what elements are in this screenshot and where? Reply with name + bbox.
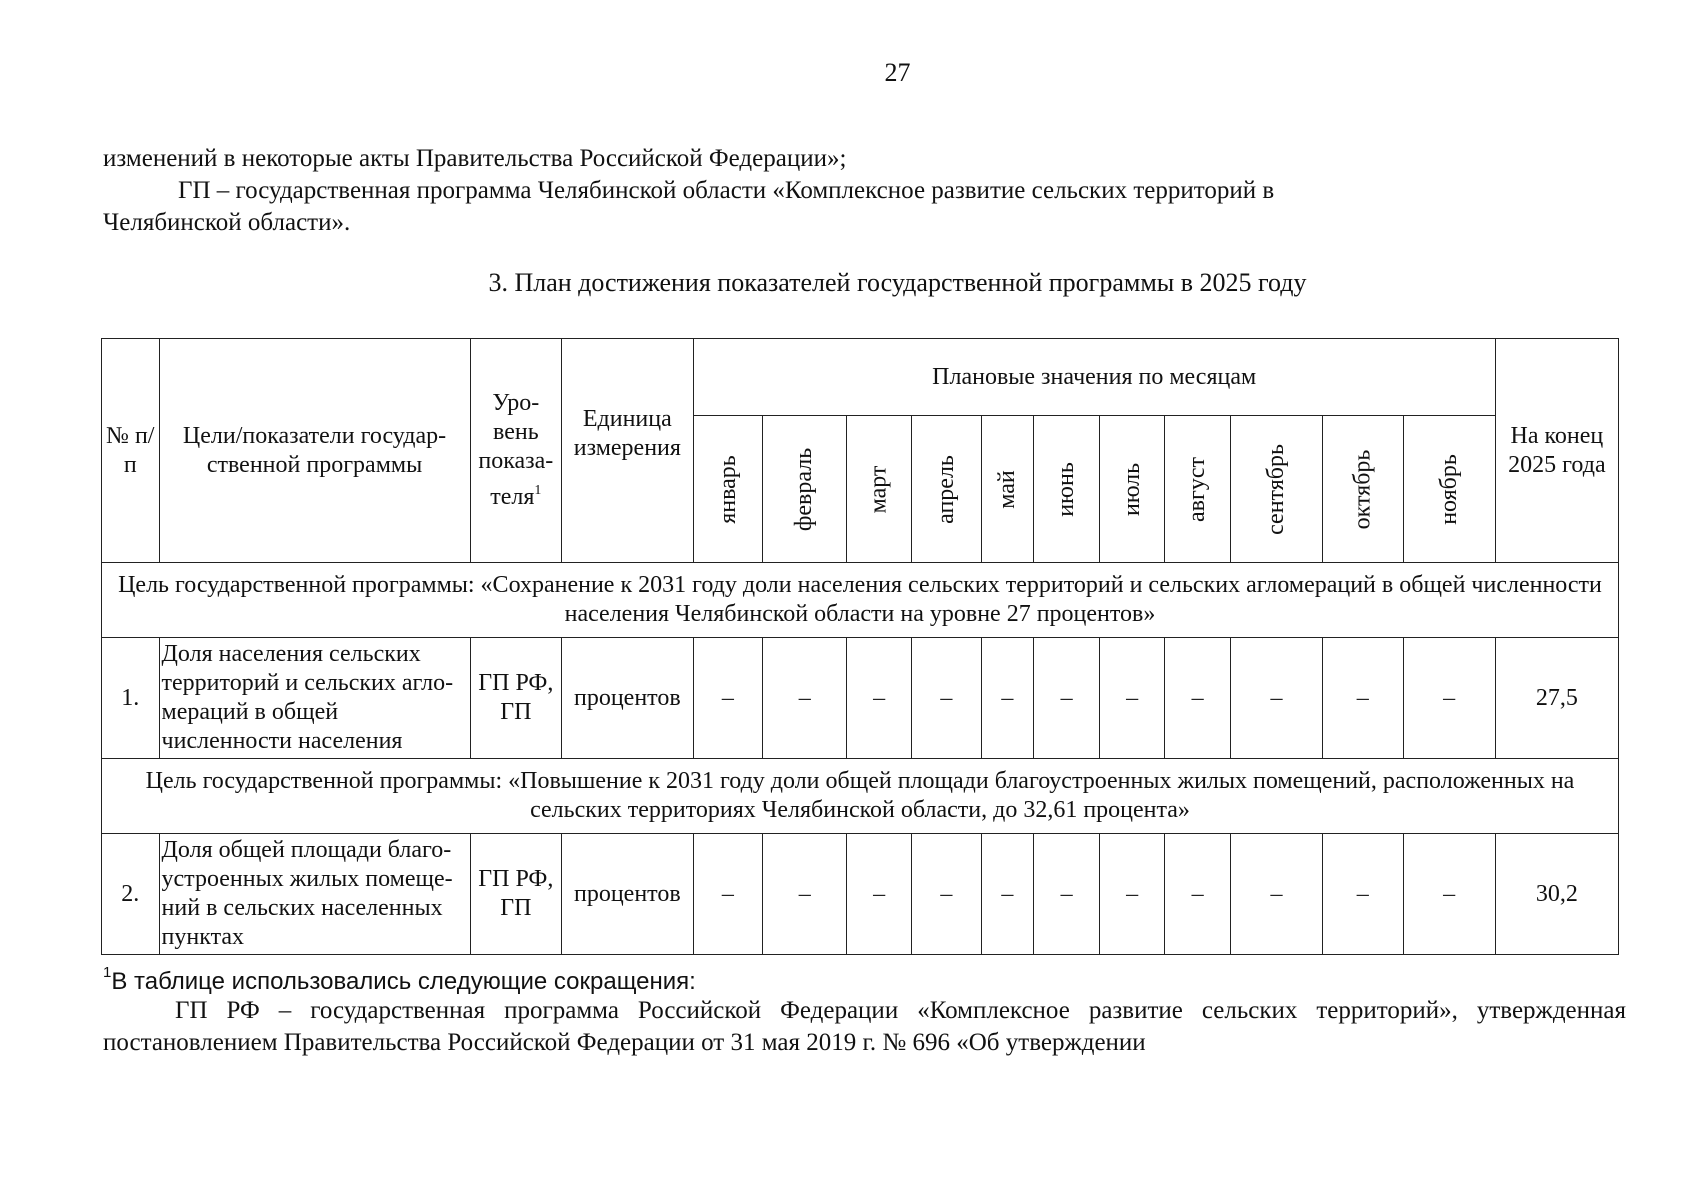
intro-paragraph bbox=[103, 175, 1626, 239]
month-value: – bbox=[847, 834, 912, 955]
month-value: – bbox=[693, 834, 763, 955]
header-month bbox=[1322, 416, 1403, 563]
month-value: – bbox=[1322, 834, 1403, 955]
goal-row-1 bbox=[102, 563, 1619, 638]
header-month bbox=[1034, 416, 1100, 563]
header-month bbox=[847, 416, 912, 563]
header-level-text: Уро-вень показа-теля bbox=[478, 390, 554, 510]
month-label: июль bbox=[1118, 462, 1145, 516]
month-label: май bbox=[993, 469, 1020, 509]
month-value: – bbox=[911, 638, 981, 759]
month-value: – bbox=[1403, 834, 1495, 955]
header-month bbox=[1231, 416, 1323, 563]
month-value: – bbox=[1322, 638, 1403, 759]
row-end-value: 30,2 bbox=[1495, 834, 1618, 955]
indicators-plan-table bbox=[101, 338, 1619, 955]
header-month bbox=[763, 416, 847, 563]
row-level: ГП РФ, ГП bbox=[470, 638, 562, 759]
month-label: июнь bbox=[1053, 461, 1080, 517]
row-unit: процентов bbox=[562, 834, 693, 955]
month-value: – bbox=[981, 638, 1033, 759]
month-label: октябрь bbox=[1349, 449, 1376, 529]
header-month bbox=[981, 416, 1033, 563]
month-label: ноябрь bbox=[1435, 453, 1462, 525]
footnote-line-2: ГП РФ – государственная программа Российской Федерации «Комплексное развитие сельских территорий», утвержденная постановлением Правительства Российской Федерации от 31 мая 2019 г. № 696 «Об утверждении bbox=[103, 997, 1626, 1056]
row-num: 2. bbox=[102, 834, 160, 955]
month-value: – bbox=[981, 834, 1033, 955]
month-value: – bbox=[1034, 638, 1100, 759]
footnote-text: В таблице использовались следующие сокращения: bbox=[111, 968, 696, 995]
table-header-row bbox=[102, 339, 1619, 416]
row-end-value: 27,5 bbox=[1495, 638, 1618, 759]
month-value: – bbox=[1100, 834, 1165, 955]
goal-text: Цель государственной программы: «Повышение к 2031 году доли общей площади благоустроенных жилых помещений, расположенных на сельских территориях Челябинской области, до 32,61 процента» bbox=[102, 759, 1619, 834]
month-value: – bbox=[1165, 638, 1231, 759]
table-row bbox=[102, 834, 1619, 955]
goal-row-2 bbox=[102, 759, 1619, 834]
header-level-footnote-marker: 1 bbox=[534, 483, 542, 498]
header-month bbox=[911, 416, 981, 563]
month-label: август bbox=[1184, 456, 1211, 522]
month-value: – bbox=[1034, 834, 1100, 955]
month-label: сентябрь bbox=[1262, 443, 1289, 535]
row-level: ГП РФ, ГП bbox=[470, 834, 562, 955]
row-num: 1. bbox=[102, 638, 160, 759]
month-value: – bbox=[763, 834, 847, 955]
intro-line-1: изменений в некоторые акты Правительства Российской Федерации»; bbox=[103, 145, 847, 172]
month-label: январь bbox=[714, 454, 741, 524]
goal-text: Цель государственной программы: «Сохранение к 2031 году доли населения сельских территорий и сельских агломераций в общей численности населения Челябинской области на уровне 27 процентов» bbox=[102, 563, 1619, 638]
header-month bbox=[1403, 416, 1495, 563]
row-unit: процентов bbox=[562, 638, 693, 759]
month-value: – bbox=[1100, 638, 1165, 759]
header-end-of-year: На конец 2025 года bbox=[1495, 339, 1618, 563]
month-value: – bbox=[693, 638, 763, 759]
month-label: февраль bbox=[791, 447, 818, 531]
row-indicator-name: Доля населения сельских территорий и сельских агло-мераций в общей численности населения bbox=[159, 638, 470, 759]
month-value: – bbox=[911, 834, 981, 955]
footnote-marker: 1 bbox=[103, 964, 112, 981]
header-months-group: Плановые значения по месяцам bbox=[693, 339, 1495, 416]
header-level bbox=[470, 339, 562, 563]
header-num: № п/п bbox=[102, 339, 160, 563]
month-value: – bbox=[1231, 834, 1323, 955]
month-label: апрель bbox=[932, 454, 959, 524]
header-unit: Единица измерения bbox=[562, 339, 693, 563]
month-value: – bbox=[847, 638, 912, 759]
section-title: 3. План достижения показателей государственной программы в 2025 году bbox=[488, 268, 1307, 297]
footnote-line-1 bbox=[103, 957, 1626, 998]
month-label: март bbox=[865, 465, 892, 513]
month-value: – bbox=[1231, 638, 1323, 759]
header-month bbox=[693, 416, 763, 563]
header-month bbox=[1165, 416, 1231, 563]
intro-line-2: ГП – государственная программа Челябинской области «Комплексное развитие сельских территорий в bbox=[178, 177, 1275, 204]
header-month bbox=[1100, 416, 1165, 563]
intro-line-3: Челябинской области». bbox=[103, 209, 351, 236]
page-number: 27 bbox=[884, 58, 911, 87]
month-value: – bbox=[1403, 638, 1495, 759]
table-row bbox=[102, 638, 1619, 759]
month-value: – bbox=[763, 638, 847, 759]
header-goal: Цели/показатели государ-ственной программы bbox=[159, 339, 470, 563]
month-value: – bbox=[1165, 834, 1231, 955]
row-indicator-name: Доля общей площади благо-устроенных жилых помеще-ний в сельских населенных пунктах bbox=[159, 834, 470, 955]
